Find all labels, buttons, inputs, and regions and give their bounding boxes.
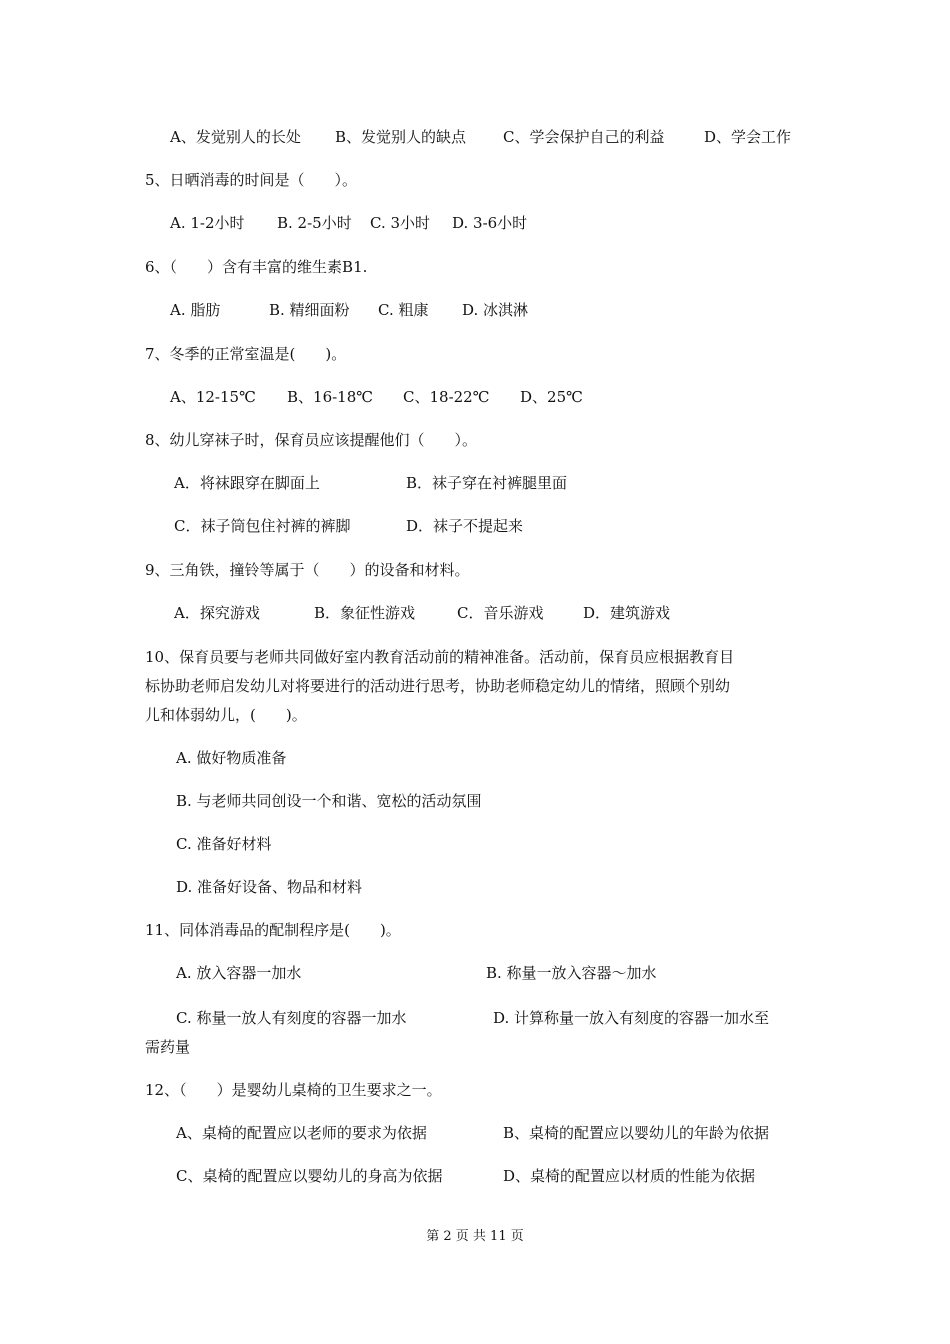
q9-option-c: C．音乐游戏	[457, 604, 544, 622]
q12-option-b: B、桌椅的配置应以婴幼儿的年龄为依据	[503, 1124, 770, 1142]
q7-stem: 7、冬季的正常室温是( )。	[145, 345, 347, 363]
q9-option-d: D．建筑游戏	[583, 604, 671, 622]
q5-option-d: D. 3-6小时	[452, 214, 528, 232]
q12-stem: 12、（ ）是婴幼儿桌椅的卫生要求之一。	[145, 1081, 442, 1099]
q4-option-c: C、学会保护自己的利益	[503, 128, 665, 146]
q10-option-d: D. 准备好设备、物品和材料	[176, 878, 363, 896]
q4-option-a: A、发觉别人的长处	[170, 128, 301, 146]
q5-stem: 5、日晒消毒的时间是（ ）。	[145, 171, 358, 189]
q5-option-a: A. 1-2小时	[170, 214, 245, 232]
q7-option-b: B、16-18℃	[287, 388, 374, 406]
q8-stem: 8、幼儿穿袜子时，保育员应该提醒他们（ ）。	[145, 431, 478, 449]
q9-stem: 9、三角铁，撞铃等属于（ ）的设备和材料。	[145, 561, 470, 579]
q6-stem: 6、（ ）含有丰富的维生素B1.	[145, 258, 368, 276]
q6-option-a: A. 脂肪	[170, 301, 221, 319]
q11-option-a: A. 放入容器一加水	[176, 964, 302, 982]
q11-option-c: C. 称量一放人有刻度的容器一加水	[176, 1009, 407, 1027]
q5-option-c: C. 3小时	[370, 214, 431, 232]
q11-stem: 11、同体消毒品的配制程序是( )。	[145, 921, 401, 939]
q10-stem-line1: 10、保育员要与老师共同做好室内教育活动前的精神准备。活动前，保育员应根据教育目	[145, 648, 735, 666]
q10-option-c: C. 准备好材料	[176, 835, 272, 853]
q4-option-b: B、发觉别人的缺点	[335, 128, 467, 146]
q8-option-c: C．袜子筒包住衬裤的裤脚	[174, 517, 351, 535]
q7-option-a: A、12-15℃	[170, 388, 256, 406]
q6-option-c: C. 粗康	[378, 301, 429, 319]
q6-option-b: B. 精细面粉	[269, 301, 350, 319]
q8-option-a: A．将袜跟穿在脚面上	[174, 474, 320, 492]
q9-option-b: B．象征性游戏	[314, 604, 416, 622]
q10-stem-line2: 标协助老师启发幼儿对将要进行的活动进行思考，协助老师稳定幼儿的情绪，照顾个别幼	[145, 677, 731, 695]
q12-option-c: C、桌椅的配置应以婴幼儿的身高为依据	[176, 1167, 443, 1185]
q10-stem-line3: 儿和体弱幼儿，( )。	[145, 706, 307, 724]
q11-option-b: B. 称量一放入容器～加水	[486, 964, 657, 982]
q7-option-d: D、25℃	[520, 388, 583, 406]
q8-option-b: B．袜子穿在衬裤腿里面	[406, 474, 568, 492]
q8-option-d: D．袜子不提起来	[406, 517, 524, 535]
page-footer: 第 2 页 共 11 页	[426, 1229, 524, 1244]
q12-option-d: D、桌椅的配置应以材质的性能为依据	[503, 1167, 756, 1185]
q11-option-d: D. 计算称量一放入有刻度的容器一加水至	[493, 1009, 770, 1027]
q9-option-a: A．探究游戏	[174, 604, 260, 622]
q12-option-a: A、桌椅的配置应以老师的要求为依据	[176, 1124, 427, 1142]
q6-option-d: D. 冰淇淋	[462, 301, 529, 319]
q5-option-b: B. 2-5小时	[277, 214, 352, 232]
q11-option-d-continuation: 需药量	[145, 1038, 191, 1056]
q4-option-d: D、学会工作	[704, 128, 792, 146]
q10-option-b: B. 与老师共同创设一个和谐、宽松的活动氛围	[176, 792, 482, 810]
q7-option-c: C、18-22℃	[403, 388, 490, 406]
q10-option-a: A. 做好物质准备	[176, 749, 287, 767]
